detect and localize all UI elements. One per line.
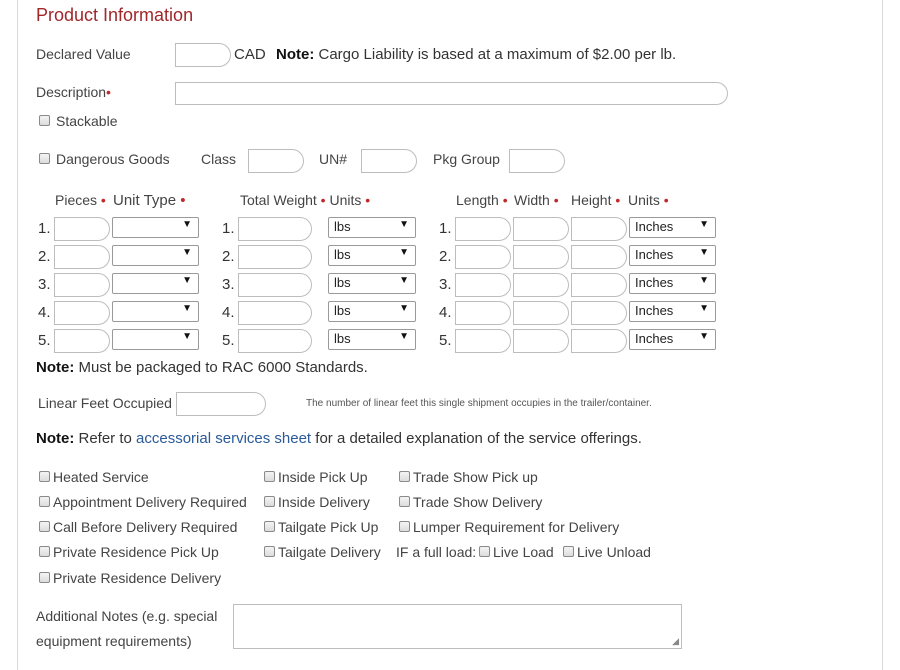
accessorial-note-pre: Refer to xyxy=(74,430,137,447)
length-input[interactable] xyxy=(455,329,511,353)
chevron-down-icon: ▼ xyxy=(399,331,409,342)
accessorial-services-link[interactable]: accessorial services sheet xyxy=(136,430,312,447)
live-load-checkbox[interactable] xyxy=(479,546,490,557)
panel-left-border xyxy=(17,0,18,670)
trade-show-pickup-label: Trade Show Pick up xyxy=(413,469,538,485)
pkg-group-input[interactable] xyxy=(509,149,565,173)
total-weight-input[interactable] xyxy=(238,217,312,241)
dim-units-select[interactable] xyxy=(629,217,716,238)
required-mark: • xyxy=(615,192,621,208)
length-input[interactable] xyxy=(455,273,511,297)
unit-type-select[interactable] xyxy=(112,245,199,266)
live-unload-checkbox[interactable] xyxy=(563,546,574,557)
stackable-checkbox[interactable] xyxy=(39,115,50,126)
header-length xyxy=(456,192,508,208)
trade-show-delivery-label: Trade Show Delivery xyxy=(413,494,543,510)
required-mark: • xyxy=(502,192,508,208)
pieces-input[interactable] xyxy=(54,301,110,325)
dangerous-goods-label: Dangerous Goods xyxy=(56,151,170,167)
weight-units-value: lbs xyxy=(334,275,351,290)
package-note-text: Must be packaged to RAC 6000 Standards. xyxy=(74,359,368,376)
stackable-label: Stackable xyxy=(56,113,118,129)
header-width-text: Width xyxy=(514,192,550,208)
chevron-down-icon: ▼ xyxy=(399,275,409,286)
total-weight-input[interactable] xyxy=(238,273,312,297)
additional-notes-textarea[interactable] xyxy=(233,604,682,649)
header-total-weight xyxy=(240,192,370,208)
total-weight-input[interactable] xyxy=(238,329,312,353)
chevron-down-icon: ▼ xyxy=(399,303,409,314)
header-unit-type xyxy=(113,192,186,209)
full-load-label: IF a full load: xyxy=(396,544,477,560)
width-input[interactable] xyxy=(513,245,569,269)
chevron-down-icon: ▼ xyxy=(182,303,192,314)
inside-pickup-checkbox[interactable] xyxy=(264,471,275,482)
chevron-down-icon: ▼ xyxy=(182,331,192,342)
header-unit-type-text: Unit Type xyxy=(113,192,177,209)
dangerous-goods-checkbox[interactable] xyxy=(39,153,50,164)
tailgate-pickup-label: Tailgate Pick Up xyxy=(278,519,379,535)
dim-units-select[interactable] xyxy=(629,273,716,294)
required-mark: • xyxy=(553,192,559,208)
total-weight-input[interactable] xyxy=(238,245,312,269)
call-before-delivery-label: Call Before Delivery Required xyxy=(53,519,238,535)
dim-units-value: Inches xyxy=(635,247,674,262)
required-mark: • xyxy=(365,192,371,208)
height-input[interactable] xyxy=(571,273,627,297)
private-residence-delivery-checkbox[interactable] xyxy=(39,572,50,583)
header-units-text: Units xyxy=(329,192,362,208)
chevron-down-icon: ▼ xyxy=(699,331,709,342)
row-number: 5. xyxy=(439,332,452,349)
height-input[interactable] xyxy=(571,301,627,325)
chevron-down-icon: ▼ xyxy=(699,275,709,286)
width-input[interactable] xyxy=(513,301,569,325)
length-input[interactable] xyxy=(455,245,511,269)
chevron-down-icon: ▼ xyxy=(182,247,192,258)
section-title: Product Information xyxy=(36,5,194,25)
description-label-text: Description xyxy=(36,84,107,100)
required-mark: • xyxy=(100,192,106,208)
package-note xyxy=(36,359,368,376)
trade-show-pickup-checkbox[interactable] xyxy=(399,471,410,482)
length-input[interactable] xyxy=(455,217,511,241)
weight-units-value: lbs xyxy=(334,219,351,234)
private-residence-delivery-label: Private Residence Delivery xyxy=(53,570,222,586)
heated-service-checkbox[interactable] xyxy=(39,471,50,482)
declared-value-label: Declared Value xyxy=(36,46,131,62)
additional-notes-label-line2: equipment requirements) xyxy=(36,633,192,649)
chevron-down-icon: ▼ xyxy=(399,219,409,230)
row-number: 3. xyxy=(38,276,51,293)
call-before-delivery-checkbox[interactable] xyxy=(39,521,50,532)
dim-units-select[interactable] xyxy=(629,245,716,266)
un-number-input[interactable] xyxy=(361,149,417,173)
description-label xyxy=(36,84,111,100)
class-input[interactable] xyxy=(248,149,304,173)
row-number: 5. xyxy=(222,332,235,349)
weight-units-value: lbs xyxy=(334,331,351,346)
required-mark: • xyxy=(180,192,186,209)
total-weight-input[interactable] xyxy=(238,301,312,325)
header-pieces-text: Pieces xyxy=(55,192,98,208)
row-number: 4. xyxy=(38,304,51,321)
cargo-liability-note xyxy=(276,46,676,63)
chevron-down-icon: ▼ xyxy=(699,247,709,258)
private-residence-pickup-label: Private Residence Pick Up xyxy=(53,544,219,560)
note-bold: Note: xyxy=(276,46,315,63)
inside-delivery-label: Inside Delivery xyxy=(278,494,370,510)
chevron-down-icon: ▼ xyxy=(182,219,192,230)
weight-units-value: lbs xyxy=(334,247,351,262)
unit-type-select[interactable] xyxy=(112,301,199,322)
chevron-down-icon: ▼ xyxy=(699,303,709,314)
declared-value-input[interactable] xyxy=(175,43,231,67)
dim-units-value: Inches xyxy=(635,219,674,234)
row-number: 1. xyxy=(439,220,452,237)
chevron-down-icon: ▼ xyxy=(399,247,409,258)
accessorial-note-post: for a detailed explanation of the service offerings. xyxy=(311,430,642,447)
trade-show-delivery-checkbox[interactable] xyxy=(399,496,410,507)
weight-units-value: lbs xyxy=(334,303,351,318)
width-input[interactable] xyxy=(513,273,569,297)
inside-delivery-checkbox[interactable] xyxy=(264,496,275,507)
pieces-input[interactable] xyxy=(54,217,110,241)
row-number: 2. xyxy=(439,248,452,265)
lumper-requirement-checkbox[interactable] xyxy=(399,521,410,532)
linear-feet-input[interactable] xyxy=(176,392,266,416)
dim-units-value: Inches xyxy=(635,303,674,318)
weight-units-select[interactable] xyxy=(328,217,416,238)
row-number: 3. xyxy=(222,276,235,293)
live-unload-label: Live Unload xyxy=(577,544,651,560)
width-input[interactable] xyxy=(513,329,569,353)
unit-type-select[interactable] xyxy=(112,217,199,238)
height-input[interactable] xyxy=(571,217,627,241)
dim-units-value: Inches xyxy=(635,275,674,290)
pieces-input[interactable] xyxy=(54,245,110,269)
un-number-label: UN# xyxy=(319,151,348,167)
header-height xyxy=(571,192,620,208)
row-number: 5. xyxy=(38,332,51,349)
linear-feet-help: The number of linear feet this single shipment occupies in the trailer/container. xyxy=(306,398,652,409)
unit-type-select[interactable] xyxy=(112,329,199,350)
unit-type-select[interactable] xyxy=(112,273,199,294)
appointment-delivery-checkbox[interactable] xyxy=(39,496,50,507)
required-mark: • xyxy=(320,192,326,208)
weight-units-select[interactable] xyxy=(328,245,416,266)
row-number: 1. xyxy=(222,220,235,237)
panel-right-border xyxy=(882,0,883,670)
row-number: 3. xyxy=(439,276,452,293)
resize-grip-icon[interactable]: ◢ xyxy=(672,636,679,646)
tailgate-delivery-label: Tailgate Delivery xyxy=(278,544,381,560)
class-label: Class xyxy=(201,151,237,167)
currency-label: CAD xyxy=(234,46,266,63)
pieces-input[interactable] xyxy=(54,273,110,297)
weight-units-select[interactable] xyxy=(328,301,416,322)
lumper-requirement-label: Lumper Requirement for Delivery xyxy=(413,519,620,535)
linear-feet-label: Linear Feet Occupied xyxy=(38,395,172,411)
required-mark: • xyxy=(106,84,111,100)
note-bold: Note: xyxy=(36,359,75,376)
live-load-label: Live Load xyxy=(493,544,554,560)
chevron-down-icon: ▼ xyxy=(182,275,192,286)
note-text: Cargo Liability is based at a maximum of $2.00 per lb. xyxy=(314,46,677,63)
row-number: 2. xyxy=(38,248,51,265)
dim-units-value: Inches xyxy=(635,331,674,346)
length-input[interactable] xyxy=(455,301,511,325)
height-input[interactable] xyxy=(571,245,627,269)
header-width xyxy=(514,192,559,208)
row-number: 1. xyxy=(38,220,51,237)
weight-units-select[interactable] xyxy=(328,329,416,350)
header-height-text: Height xyxy=(571,192,612,208)
private-residence-pickup-checkbox[interactable] xyxy=(39,546,50,557)
height-input[interactable] xyxy=(571,329,627,353)
additional-notes-label-line1: Additional Notes (e.g. special xyxy=(36,608,218,624)
tailgate-delivery-checkbox[interactable] xyxy=(264,546,275,557)
chevron-down-icon: ▼ xyxy=(699,219,709,230)
header-pieces xyxy=(55,192,106,208)
accessorial-note xyxy=(36,430,642,447)
weight-units-select[interactable] xyxy=(328,273,416,294)
appointment-delivery-label: Appointment Delivery Required xyxy=(53,494,247,510)
row-number: 4. xyxy=(439,304,452,321)
pieces-input[interactable] xyxy=(54,329,110,353)
width-input[interactable] xyxy=(513,217,569,241)
heated-service-label: Heated Service xyxy=(53,469,149,485)
inside-pickup-label: Inside Pick Up xyxy=(278,469,368,485)
header-dim-units xyxy=(628,192,669,208)
row-number: 4. xyxy=(222,304,235,321)
header-length-text: Length xyxy=(456,192,499,208)
note-bold: Note: xyxy=(36,430,75,447)
description-input[interactable] xyxy=(175,82,728,105)
pkg-group-label: Pkg Group xyxy=(433,151,500,167)
required-mark: • xyxy=(663,192,669,208)
tailgate-pickup-checkbox[interactable] xyxy=(264,521,275,532)
header-total-weight-text: Total Weight xyxy=(240,192,317,208)
header-dim-units-text: Units xyxy=(628,192,660,208)
row-number: 2. xyxy=(222,248,235,265)
dim-units-select[interactable] xyxy=(629,301,716,322)
dim-units-select[interactable] xyxy=(629,329,716,350)
